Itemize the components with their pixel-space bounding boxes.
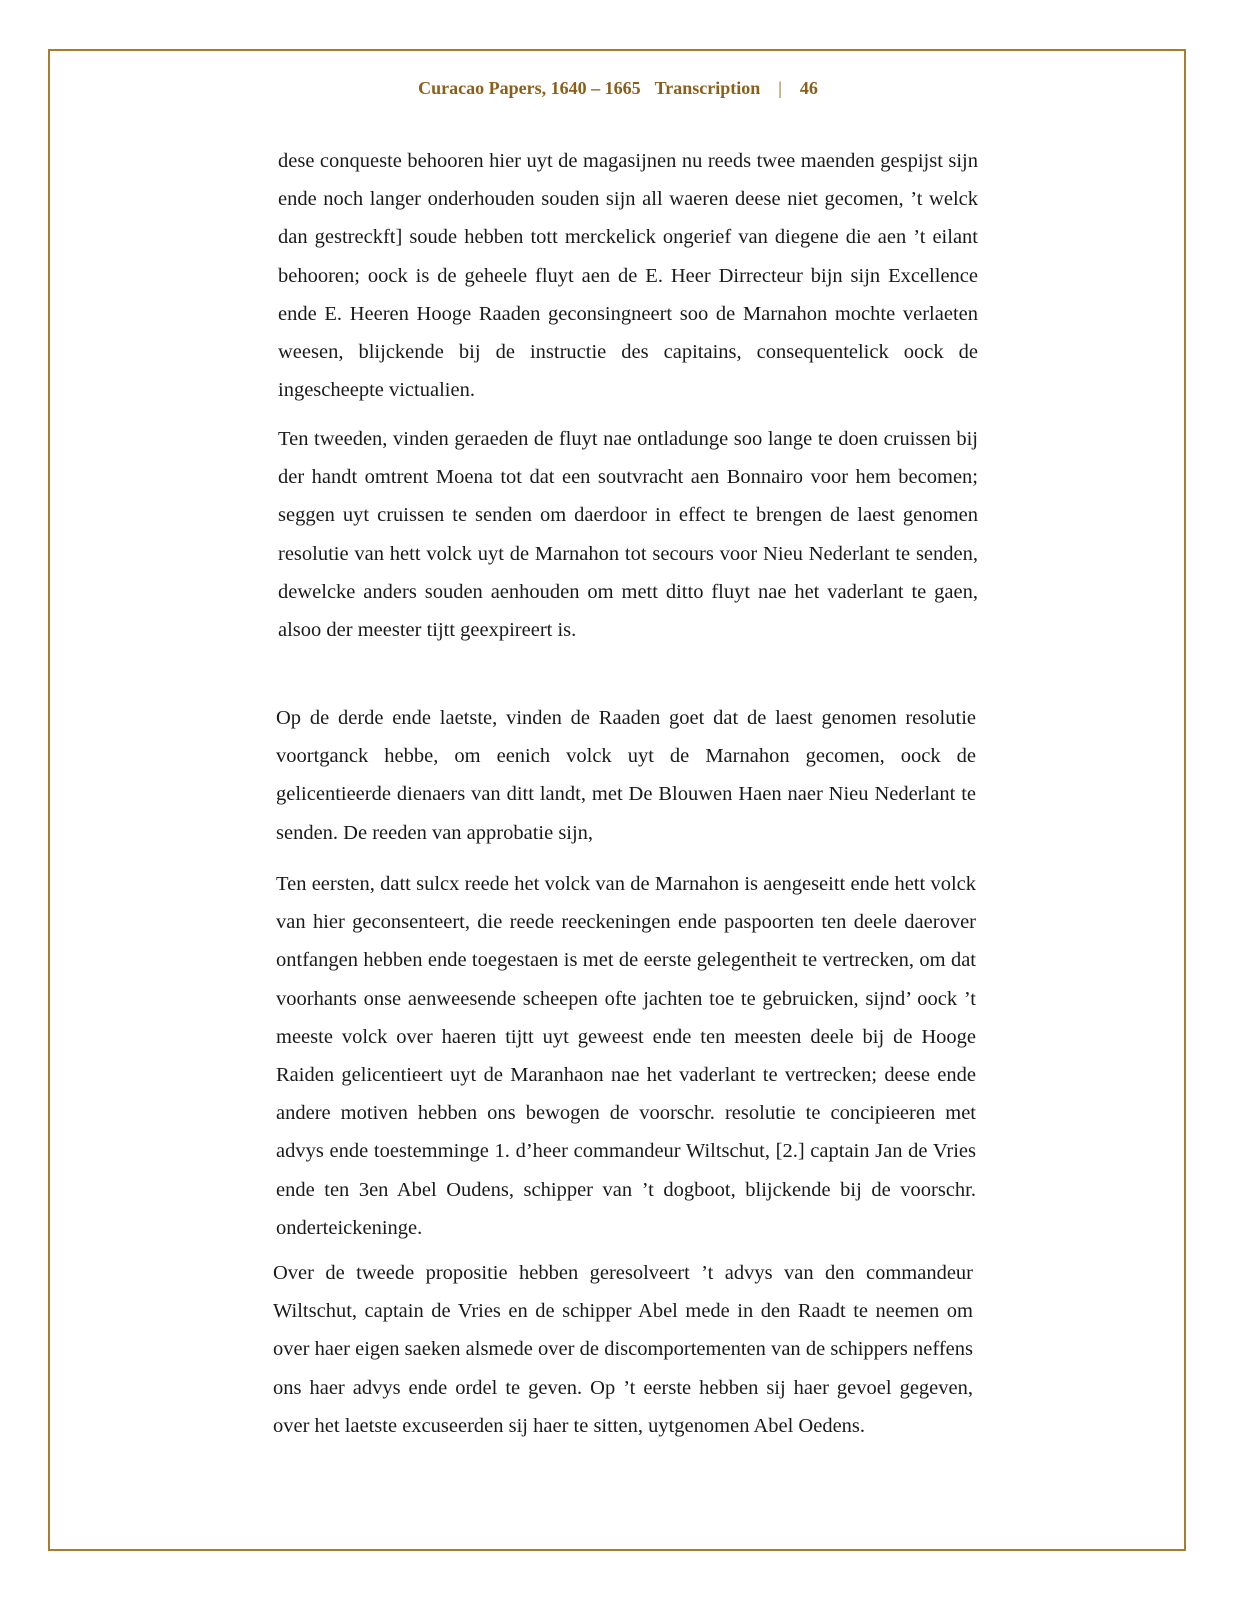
- header-separator: |: [778, 78, 782, 98]
- paragraph-2: Ten tweeden, vinden geraeden de fluyt nae ontladunge soo lange te doen cruissen bij der handt omtrent Moena tot dat een soutvracht aen Bonnairo voor hem becomen; seggen uyt cruissen te senden om daerdoor in effect te brengen de laest genomen resolutie van hett volck uyt de Marnahon tot secours voor Nieu Nederlant te senden, dewelcke anders souden aenhouden om mett ditto fluyt nae het vaderlant te gaen, alsoo der meester tijtt geexpireert is.: [278, 428, 978, 642]
- paragraph-3: Op de derde ende laetste, vinden de Raaden goet dat de laest genomen resolutie voortganck hebbe, om eenich volck uyt de Marnahon gecomen, oock de gelicentieerde dienaers van ditt landt, met De Blouwen Haen naer Nieu Nederlant te senden. De reeden van approbatie sijn,: [276, 707, 976, 844]
- header-title: Curacao Papers, 1640 – 1665: [418, 78, 641, 98]
- paragraph-4: Ten eersten, datt sulcx reede het volck van de Marnahon is aengeseitt ende hett volck van hier geconsenteert, die reede reeckeningen ende paspoorten ten deele daerover ontfangen hebben ende toegestaen is met de eerste gelegentheit te vertrecken, om dat voorhants onse aenweesende scheepen ofte jachten toe te gebruicken, sijnd’ oock ’t meeste volck over haeren tijtt uyt geweest ende ten meesten deele bij de Hooge Raiden gelicentieert uyt de Maranhaon nae het vaderlant te vertrecken; deese ende andere motiven hebben ons bewogen de voorschr. resolutie te concipieeren met advys ende toestemminge 1. d’heer commandeur Wiltschut, [2.] captain Jan de Vries ende ten 3en Abel Oudens, schipper van ’t dogboot, blijckende bij de voorschr. onderteickeninge.: [276, 873, 976, 1239]
- header-subtitle: Transcription: [654, 78, 761, 98]
- page-number: 46: [799, 78, 818, 98]
- paragraph-5: Over de tweede propositie hebben geresolveert ’t advys van den commandeur Wiltschut, captain de Vries en de schipper Abel mede in den Raadt te neemen om over haer eigen saeken alsmede over de discomportementen van de schippers neffens ons haer advys ende ordel te geven. Op ’t eerste hebben sij haer gevoel gegeven, over het laetste excuseerden sij haer te sitten, uytgenomen Abel Oedens.: [273, 1262, 973, 1437]
- paragraph-1: dese conqueste behooren hier uyt de magasijnen nu reeds twee maenden gespijst sijn ende noch langer onderhouden souden sijn all waeren deese niet gecomen, ’t welck dan gestreckft] soude hebben tott merckelick ongerief van diegene die aen ’t eilant behooren; oock is de geheele fluyt aen de E. Heer Dirrecteur bijn sijn Excellence ende E. Heeren Hooge Raaden geconsingneert soo de Marnahon mochte verlaeten weesen, blijckende bij de instructie des capitains, consequentelick oock de ingescheepte victualien.: [278, 150, 978, 402]
